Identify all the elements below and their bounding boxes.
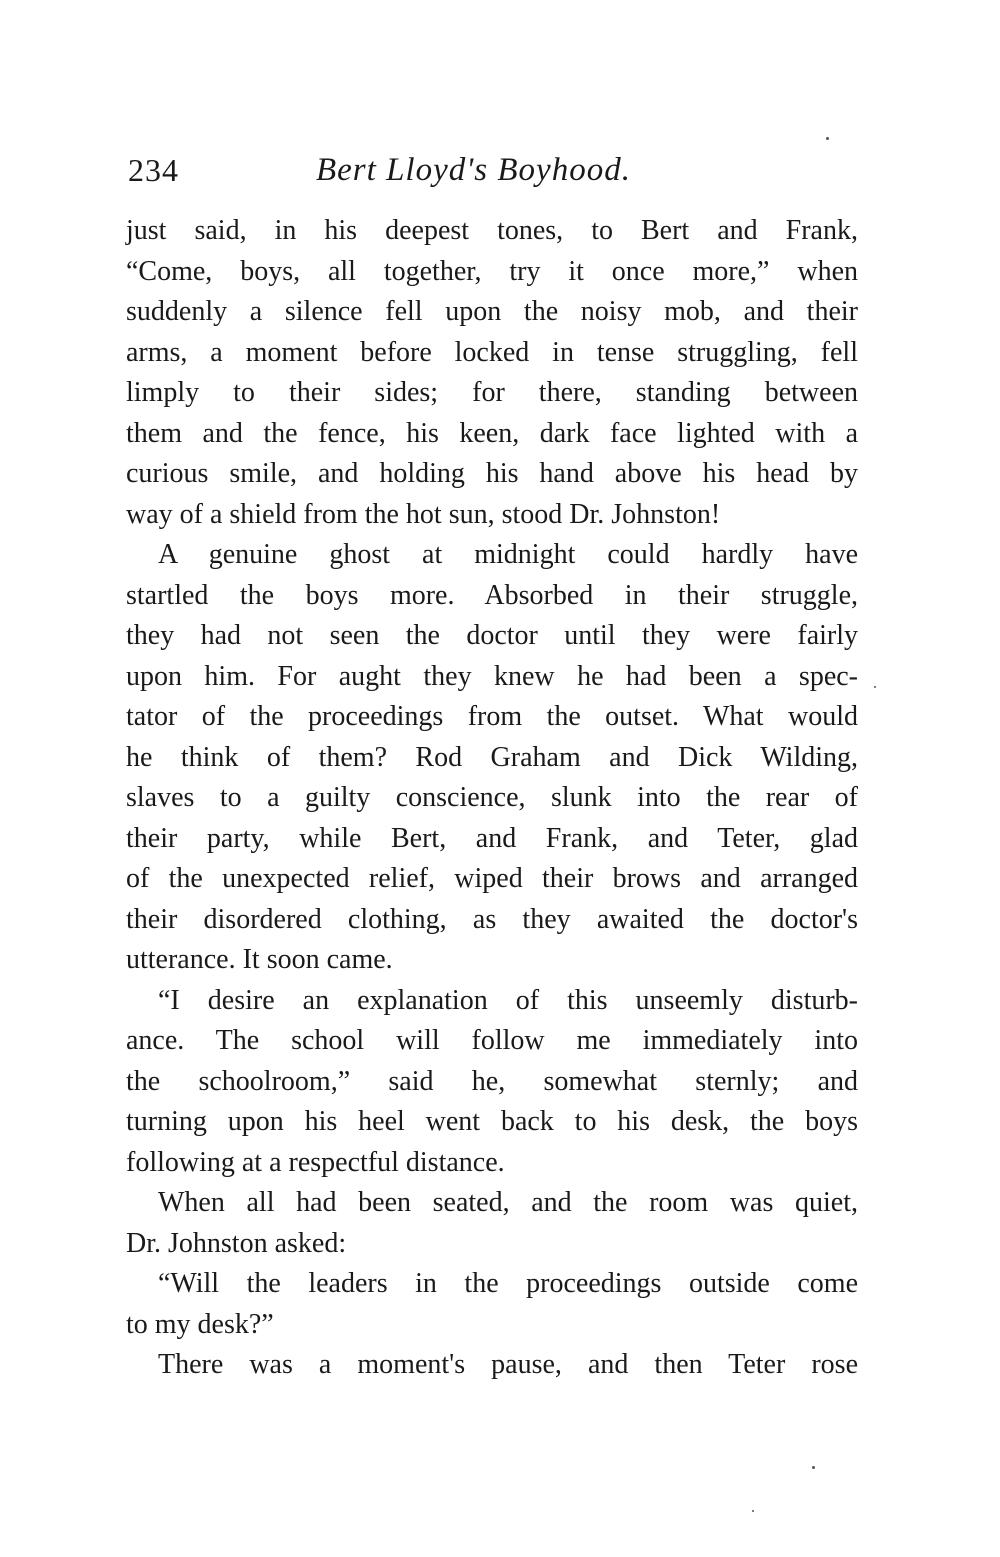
paper-speck — [812, 1466, 815, 1469]
text-line: utterance. It soon came. — [126, 944, 393, 975]
body-text — [126, 211, 858, 1386]
text-line: their disordered clothing, as they awaited the doctor's — [126, 903, 858, 935]
text-line: tator of the proceedings from the outset. What would — [126, 701, 858, 732]
text-line: There was a moment's pause, and then Teter rose — [158, 1349, 858, 1380]
text-line: arms, a moment before locked in tense struggling, fell — [126, 336, 858, 368]
text-line: “Will the leaders in the proceedings outside come — [158, 1268, 858, 1299]
text-line: limply to their sides; for there, standing between — [126, 377, 858, 408]
text-line: A genuine ghost at midnight could hardly have — [158, 539, 858, 570]
text-line: of the unexpected relief, wiped their brows and arranged — [126, 863, 858, 894]
paper-speck — [874, 686, 876, 688]
text-line: them and the fence, his keen, dark face lighted with a — [126, 417, 858, 449]
text-line: just said, in his deepest tones, to Bert and Frank, — [126, 215, 858, 246]
running-title: Bert Lloyd's Boyhood. — [316, 152, 631, 188]
text-line: following at a respectful distance. — [126, 1146, 505, 1178]
text-line: their party, while Bert, and Frank, and Teter, glad — [126, 822, 858, 854]
text-line: upon him. For aught they knew he had been a spec- — [126, 660, 858, 692]
paper-speck — [826, 137, 829, 140]
text-line: Dr. Johnston asked: — [126, 1227, 347, 1259]
text-line: startled the boys more. Absorbed in their struggle, — [126, 579, 858, 611]
paper-speck — [752, 1510, 754, 1512]
text-line: to my desk?” — [126, 1308, 274, 1340]
text-line: he think of them? Rod Graham and Dick Wilding, — [126, 741, 858, 773]
text-line: “I desire an explanation of this unseemly disturb- — [158, 984, 858, 1016]
text-line: When all had been seated, and the room was quiet, — [158, 1187, 858, 1218]
text-line: the schoolroom,” said he, somewhat sternly; and — [126, 1065, 858, 1097]
text-line: suddenly a silence fell upon the noisy mob, and their — [126, 296, 858, 327]
text-line: slaves to a guilty conscience, slunk into the rear of — [126, 782, 858, 813]
text-line: ance. The school will follow me immediately into — [126, 1025, 858, 1056]
text-line: they had not seen the doctor until they were fairly — [126, 620, 858, 651]
page-number: 234 — [128, 152, 179, 188]
text-line: turning upon his heel went back to his desk, the boys — [126, 1106, 858, 1137]
text-line: curious smile, and holding his hand above his head by — [126, 458, 858, 489]
page-header — [128, 148, 858, 192]
text-line: “Come, boys, all together, try it once more,” when — [126, 255, 858, 287]
text-line: way of a shield from the hot sun, stood Dr. Johnston! — [126, 498, 721, 530]
